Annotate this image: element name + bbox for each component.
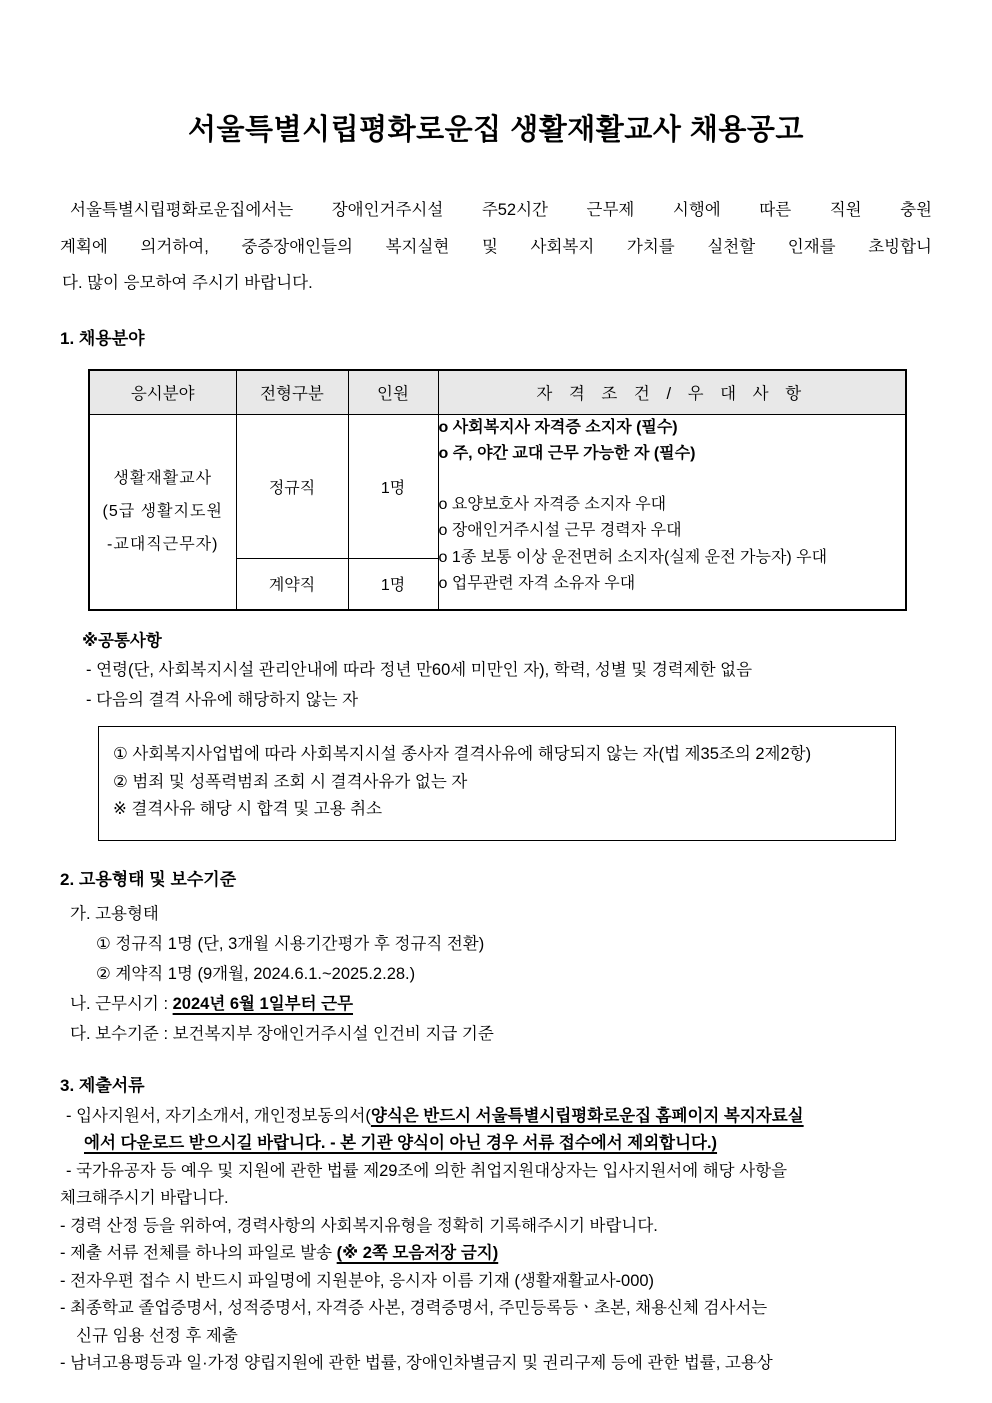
disqualification-line-3: ※ 결격사유 해당 시 합격 및 고용 취소 [113,800,383,818]
disqualification-box [98,726,896,841]
employment-item-contract: ② 계약직 1명 (9개월, 2024.6.1.~2025.2.28.) [96,964,416,983]
submit-item-single-file-prefix: - 제출 서류 전체를 하나의 파일로 발송 [60,1244,337,1262]
qualifications-cell [438,414,906,610]
section3-body [60,1103,932,1378]
submit-item-single-file-warning: (※ 2쪽 모음저장 금지) [336,1244,499,1262]
section2-body [60,899,932,1049]
position-line-2: (5급 생활지도원 [102,503,223,521]
table-row-regular [89,414,906,558]
disqualification-line-2: ② 범죄 및 성폭력범죄 조회 시 결격사유가 없는 자 [113,772,468,791]
intro-line-2: 계획에 의거하여, 중증장애인들의 복지실현 및 사회복지 가치를 실천할 인재를 초빙합니 [60,237,932,256]
col-header-qualifications: 자 격 조 건 / 우 대 사 항 [438,370,906,415]
headcount-regular: 1명 [348,414,438,558]
submit-item-career: - 경력 산정 등을 위하여, 경력사항의 사회복지유형을 정확히 기록해주시기 바랍니다. [60,1216,658,1235]
intro-line-1: 서울특별시립평화로운집에서는 장애인거주시설 주52시간 근무제 시행에 따른 직원 충원 [70,201,932,219]
col-header-hire-type: 전형구분 [236,370,348,415]
table-header-row [89,370,906,415]
page-title: 서울특별시립평화로운집 생활재활교사 채용공고 [188,114,804,146]
submit-item-application-notice-cont [60,1130,932,1158]
work-start-label: 나. 근무시기 : [70,994,173,1013]
submit-item-application-prefix: - 입사지원서, 자기소개서, 개인정보동의서( [66,1106,371,1125]
work-start-value: 2024년 6월 1일부터 근무 [172,994,354,1013]
submit-item-equal-employment: - 남녀고용평등과 일·가정 양립지원에 관한 법률, 장애인차별금지 및 권리구제 등에 관한 법률, 고용상 [60,1354,773,1372]
section3-heading: 3. 제출서류 [60,1075,145,1095]
submit-item-certificates-cont: 신규 임용 선정 후 제출 [76,1326,238,1345]
common-requirements [60,628,932,715]
intro-line-3: 다. 많이 응모하여 주시기 바랍니다. [62,274,313,292]
qualification-preferred-3: o 1종 보통 이상 운전면허 소지자(실제 운전 가능자) 우대 [438,548,828,566]
col-header-headcount: 인원 [348,370,438,415]
common-requirements-heading: ※공통사항 [82,632,162,650]
qualification-preferred-2: o 장애인거주시설 근무 경력자 우대 [438,522,682,539]
work-start-line [70,989,932,1019]
submit-item-email-filename: - 전자우편 접수 시 반드시 파일명에 지원분야, 응시자 이름 기재 (생활재활교사-000) [60,1271,655,1290]
recruitment-table [88,369,907,612]
col-header-apply-field: 응시분야 [89,370,236,415]
position-line-1: 생활재활교사 [113,470,213,488]
hire-type-regular: 정규직 [236,414,348,558]
submit-item-single-file [60,1240,932,1268]
headcount-contract: 1명 [348,558,438,610]
submit-item-veterans-cont: 체크해주시기 바랍니다. [60,1189,229,1207]
qualification-preferred-4: o 업무관련 자격 소유자 우대 [438,575,636,592]
disqualification-line-1: ① 사회복지사업법에 따라 사회복지시설 종사자 결격사유에 해당되지 않는 자(법 제35조의 2제2항) [113,745,812,763]
section2-heading: 2. 고용형태 및 보수기준 [60,869,237,889]
submit-item-application-notice-line2: 에서 다운로드 받으시길 바랍니다. - 본 기관 양식이 아닌 경우 서류 접수에서 제외합니다.) [84,1134,718,1152]
common-item-age: - 연령(단, 사회복지시설 관리안내에 따라 정년 만60세 미만인 자), 학력, 성별 및 경력제한 없음 [86,661,753,679]
hire-type-contract: 계약직 [236,558,348,610]
common-item-disqualify: - 다음의 결격 사유에 해당하지 않는 자 [86,691,359,709]
qualification-preferred-1: o 요양보호사 자격증 소지자 우대 [438,495,667,513]
employment-type-label: 가. 고용형태 [70,904,159,923]
position-line-3: -교대직근무자) [107,536,219,554]
employment-item-regular: ① 정규직 1명 (단, 3개월 시용기간평가 후 정규직 전환) [96,934,485,953]
qualification-gap [439,468,906,492]
submit-item-application-notice: 양식은 반드시 서울특별시립평화로운집 홈페이지 복지자료실 [370,1106,804,1125]
submit-item-certificates: - 최종학교 졸업증명서, 성적증명서, 자격증 사본, 경력증명서, 주민등록등ㆍ초본, 채용신체 검사서는 [60,1299,768,1317]
qualification-required-2: o 주, 야간 교대 근무 가능한 자 (필수) [438,445,696,462]
pay-standard-line: 다. 보수기준 : 보건복지부 장애인거주시설 인건비 지급 기준 [70,1024,494,1043]
position-cell [89,414,236,610]
section1-heading: 1. 채용분야 [60,328,145,348]
submit-item-veterans: - 국가유공자 등 예우 및 지원에 관한 법률 제29조에 의한 취업지원대상자는 입사지원서에 해당 사항을 [66,1161,788,1180]
submit-item-application [60,1103,932,1131]
qualification-required-1: o 사회복지사 자격증 소지자 (필수) [438,418,678,436]
intro-paragraph [60,192,932,302]
